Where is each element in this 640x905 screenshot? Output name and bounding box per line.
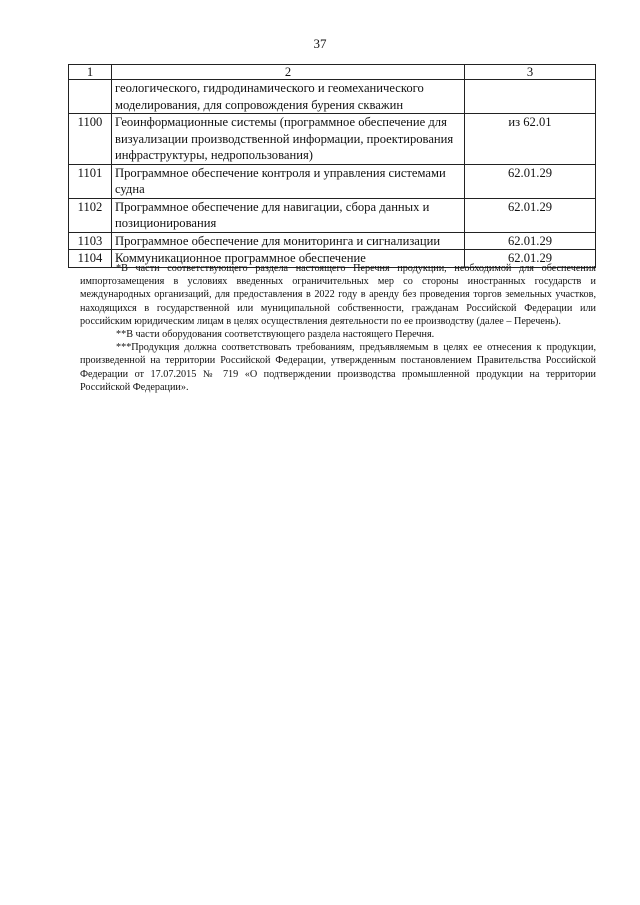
row-description: Коммуникационное программное обеспечение [112,250,465,268]
table-row [69,232,596,250]
table-row [69,80,596,114]
row-number: 1100 [69,114,112,165]
row-number [69,80,112,114]
footnote-2: **В части оборудования соответствующего раздела настоящего Перечня. [116,329,435,341]
table-header-row [69,65,596,80]
header-col-2: 2 [112,65,465,80]
table-row [69,114,596,165]
header-col-1: 1 [69,65,112,80]
row-number: 1103 [69,232,112,250]
row-description: Геоинформационные системы (программное обеспечение для визуализации производственной информации, проектирования инфраструктуры, недропользования) [112,114,465,165]
row-code: 62.01.29 [465,232,596,250]
footnote-3: ***Продукция должна соответствовать требованиям, предъявляемым в целях ее отнесения к продукции, произведенной на территории Российской Федерации, утвержденным постановлением Правительства Российской Федерации от 17.07.2015 № 719 «О подтверждении производства промышленной продукции на территории Российской Федерации». [80,342,596,393]
product-table [68,64,596,268]
page-number: 37 [313,36,327,51]
header-col-3: 3 [465,65,596,80]
row-code: 62.01.29 [465,198,596,232]
table-row [69,164,596,198]
row-number: 1104 [69,250,112,268]
row-number: 1102 [69,198,112,232]
footnotes [80,262,596,394]
row-code: 62.01.29 [465,250,596,268]
row-description: геологического, гидродинамического и геомеханического моделирования, для сопровождения бурения скважин [112,80,465,114]
row-code: 62.01.29 [465,164,596,198]
row-description: Программное обеспечение для мониторинга и сигнализации [112,232,465,250]
row-description: Программное обеспечение для навигации, сбора данных и позиционирования [112,198,465,232]
table-row [69,198,596,232]
row-description: Программное обеспечение контроля и управления системами судна [112,164,465,198]
row-code [465,80,596,114]
row-code: из 62.01 [465,114,596,165]
footnote-1: *В части соответствующего раздела настоящего Перечня продукции, необходимой для обеспечения импортозамещения в условиях введенных ограничительных мер со стороны иностранных государств и международных организаций, для предоставления в 2022 году в аренду без проведения торгов земельных участков, находящихся в государственной или муниципальной собственности, гражданам Российской Федерации или российским юридическим лицам в целях осуществления деятельности по ее производству (далее – Перечень). [80,263,596,327]
row-number: 1101 [69,164,112,198]
